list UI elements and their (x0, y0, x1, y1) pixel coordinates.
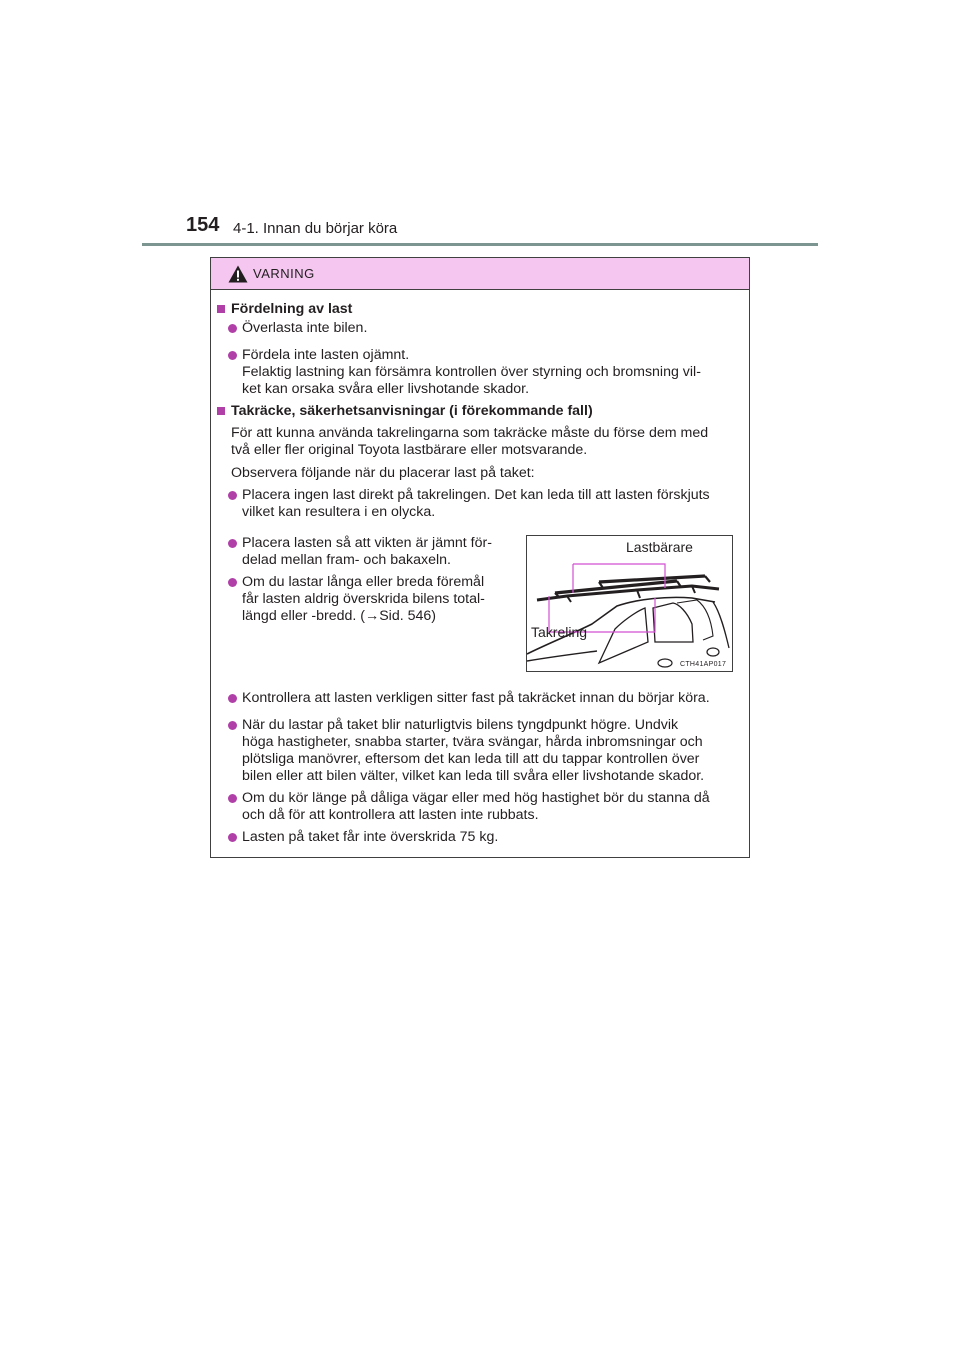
s2-observe: Observera följande när du placerar last på taket: (231, 465, 535, 481)
header-rule (142, 243, 818, 246)
s1-bullet-2-line2: Felaktig lastning kan försämra kontrollen över styrning och bromsning vil- (242, 364, 701, 380)
s2-bullet-3-line3: längd eller -bredd. (→Sid. 546) (242, 608, 436, 624)
figure-code: CTH41AP017 (680, 661, 727, 668)
s2-bullet-3-line1: Om du lastar långa eller breda föremål (242, 574, 485, 590)
s2-bullet-5-line1: När du lastar på taket blir naturligtvis bilens tyngdpunkt högre. Undvik (242, 717, 679, 733)
s2-bullet-1-line2: vilket kan resultera i en olycka. (242, 504, 436, 520)
s2-bullet-1-line1: Placera ingen last direkt på takrelingen. Det kan leda till att lasten förskjuts (242, 487, 710, 503)
bullet-icon (228, 539, 237, 548)
s2-bullet-7: Lasten på taket får inte överskrida 75 kg. (242, 829, 499, 845)
bullet-icon (228, 324, 237, 333)
car-roof-drawing (527, 536, 732, 671)
s2-intro-line2: två eller fler original Toyota lastbärare eller motsvarande. (231, 442, 588, 458)
s2-bullet-6-line2: och då för att kontrollera att lasten inte rubbats. (242, 807, 539, 823)
bullet-icon (228, 694, 237, 703)
label-takreling: Takreling (531, 624, 588, 640)
warning-header (211, 258, 749, 290)
page-number: 154 (186, 214, 220, 236)
s2-intro-line1: För att kunna använda takrelingarna som takräcke måste du förse dem med (231, 425, 709, 441)
s1-bullet-1: Överlasta inte bilen. (242, 320, 368, 336)
bullet-icon (228, 351, 237, 360)
section1-heading: Fördelning av last (231, 301, 353, 317)
bullet-icon (228, 578, 237, 587)
roof-rack-illustration (526, 535, 733, 672)
s2-bullet-2-line2: delad mellan fram- och bakaxeln. (242, 552, 451, 568)
s2-bullet-5-line3: plötsliga manövrer, eftersom det kan leda till att du tappar kontrollen över (242, 751, 700, 767)
s2-bullet-5-line4: bilen eller att bilen välter, vilket kan leda till svåra eller livshotande skador. (242, 768, 705, 784)
section-marker (217, 407, 225, 415)
s2-bullet-6-line1: Om du kör länge på dåliga vägar eller med hög hastighet bör du stanna då (242, 790, 710, 806)
bullet-icon (228, 833, 237, 842)
s2-bullet-5-line2: höga hastigheter, snabba starter, tvära svängar, hårda inbromsningar och (242, 734, 703, 750)
chapter-title: 4-1. Innan du börjar köra (233, 220, 398, 237)
bullet-icon (228, 721, 237, 730)
s2-bullet-3-line2: får lasten aldrig överskrida bilens total- (242, 591, 485, 607)
s1-bullet-2-line3: ket kan orsaka svåra eller livshotande skador. (242, 381, 530, 397)
s1-bullet-2: Fördela inte lasten ojämnt. (242, 347, 410, 363)
warning-title: VARNING (253, 266, 315, 281)
warning-triangle-icon (228, 265, 248, 283)
warning-box (210, 257, 750, 858)
bullet-icon (228, 491, 237, 500)
label-lastbarare: Lastbärare (626, 539, 693, 555)
bullet-icon (228, 794, 237, 803)
s2-bullet-2-line1: Placera lasten så att vikten är jämnt för- (242, 535, 492, 551)
s2-bullet-4: Kontrollera att lasten verkligen sitter fast på takräcket innan du börjar köra. (242, 690, 710, 706)
section-marker (217, 305, 225, 313)
section2-heading: Takräcke, säkerhetsanvisningar (i förekommande fall) (231, 403, 593, 419)
